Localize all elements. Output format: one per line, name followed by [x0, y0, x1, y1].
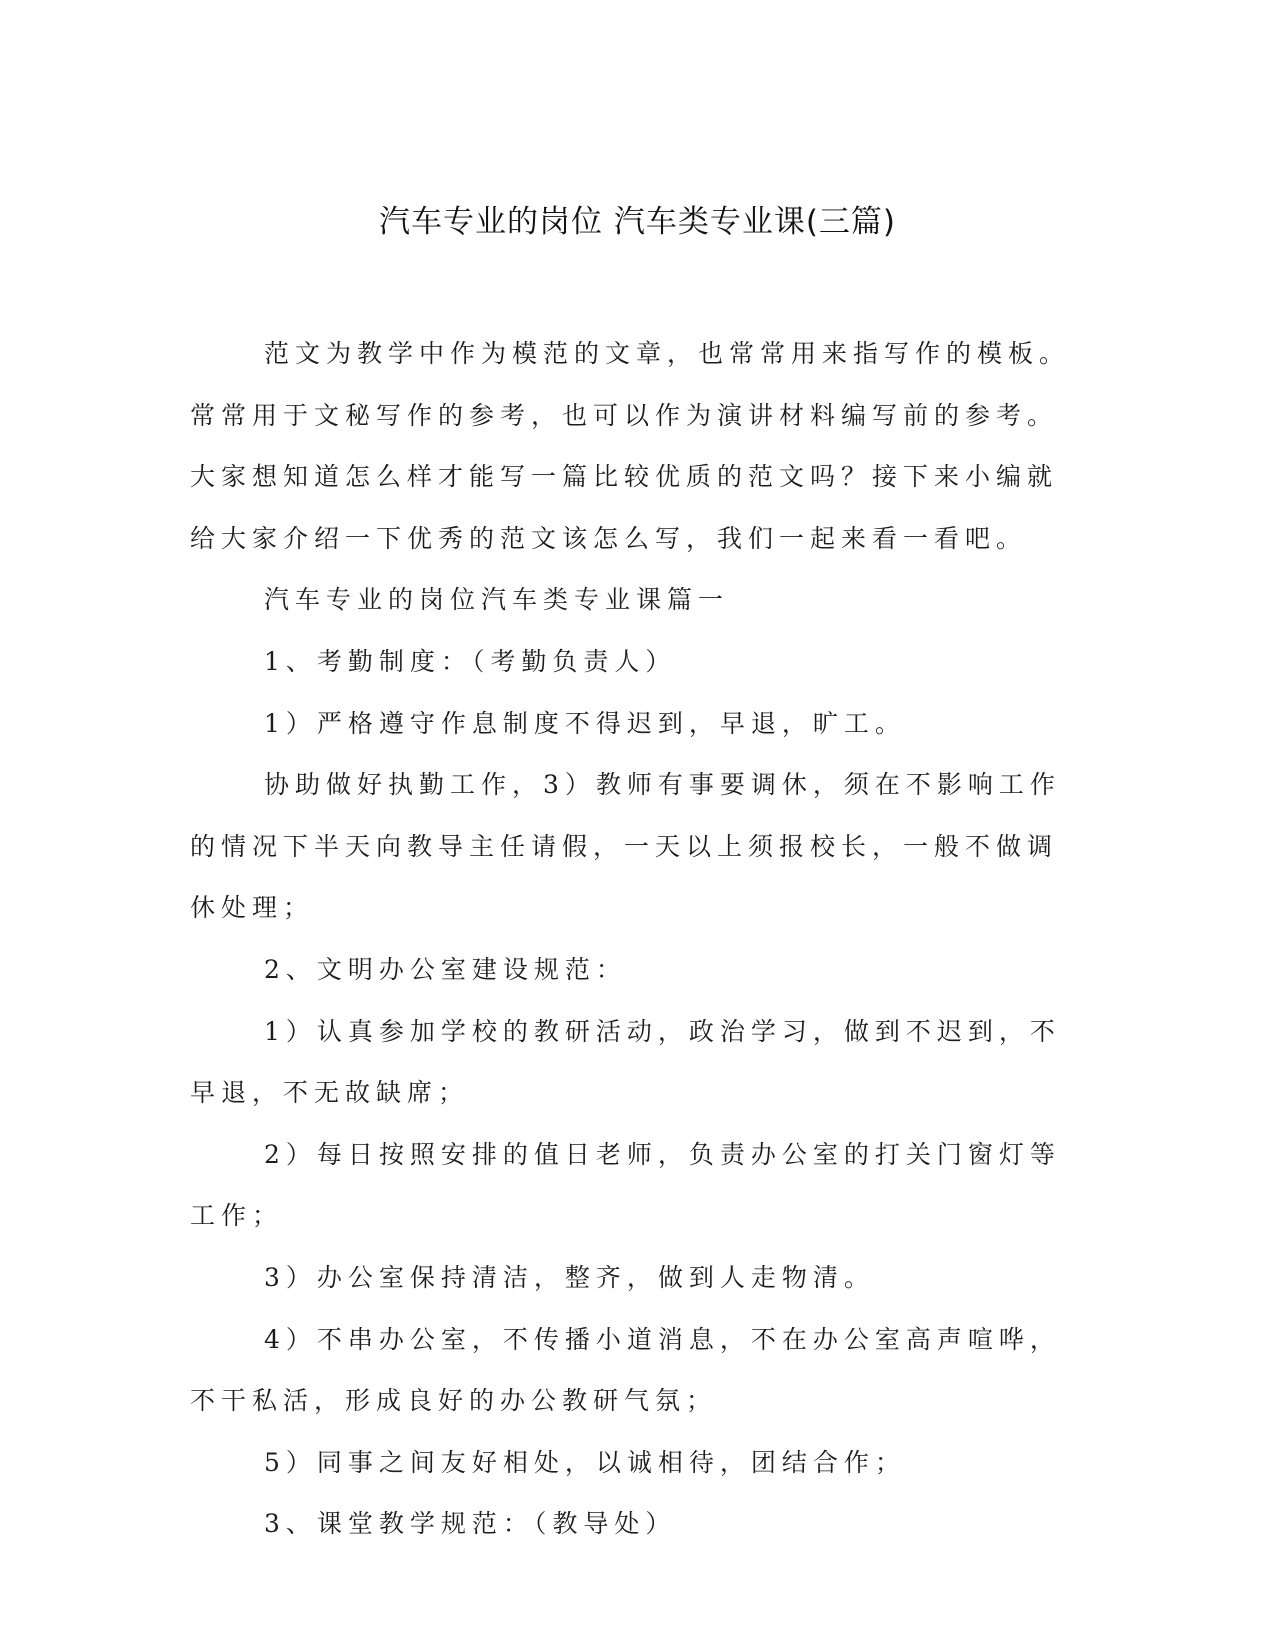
rule-item: 协助做好执勤工作，3）教师有事要调休，须在不影响工作的情况下半天向教导主任请假，一天以上须报校长，一般不做调休处理； — [190, 770, 1061, 923]
document-body — [190, 323, 1085, 1555]
rule-item: 3）办公室保持清洁，整齐，做到人走物清。 — [264, 1262, 875, 1292]
rule-heading-teaching: 3、课堂教学规范：（教导处） — [264, 1509, 677, 1539]
intro-paragraph: 范文为教学中作为模范的文章，也常常用来指写作的模板。常常用于文秘写作的参考，也可以作为演讲材料编写前的参考。大家想知道怎么样才能写一篇比较优质的范文吗？接下来小编就给大家介绍一下优秀的范文该怎么写，我们一起来看一看吧。 — [190, 339, 1071, 553]
rule-item: 1）严格遵守作息制度不得迟到，早退，旷工。 — [264, 708, 906, 738]
rule-item: 5）同事之间友好相处，以诚相待，团结合作； — [264, 1447, 906, 1477]
rule-heading-office: 2、文明办公室建设规范： — [264, 954, 627, 984]
rule-item: 1）认真参加学校的教研活动，政治学习，做到不迟到，不早退，不无故缺席； — [190, 1016, 1061, 1108]
rule-heading-attendance: 1、考勤制度：（考勤负责人） — [264, 646, 677, 676]
rule-item: 4）不串办公室，不传播小道消息，不在办公室高声喧哗，不干私活，形成良好的办公教研气氛； — [190, 1324, 1061, 1416]
section-heading: 汽车专业的岗位汽车类专业课篇一 — [264, 585, 730, 615]
document-title: 汽车专业的岗位 汽车类专业课(三篇) — [378, 204, 897, 240]
rule-item: 2）每日按照安排的值日老师，负责办公室的打关门窗灯等工作； — [190, 1139, 1061, 1231]
